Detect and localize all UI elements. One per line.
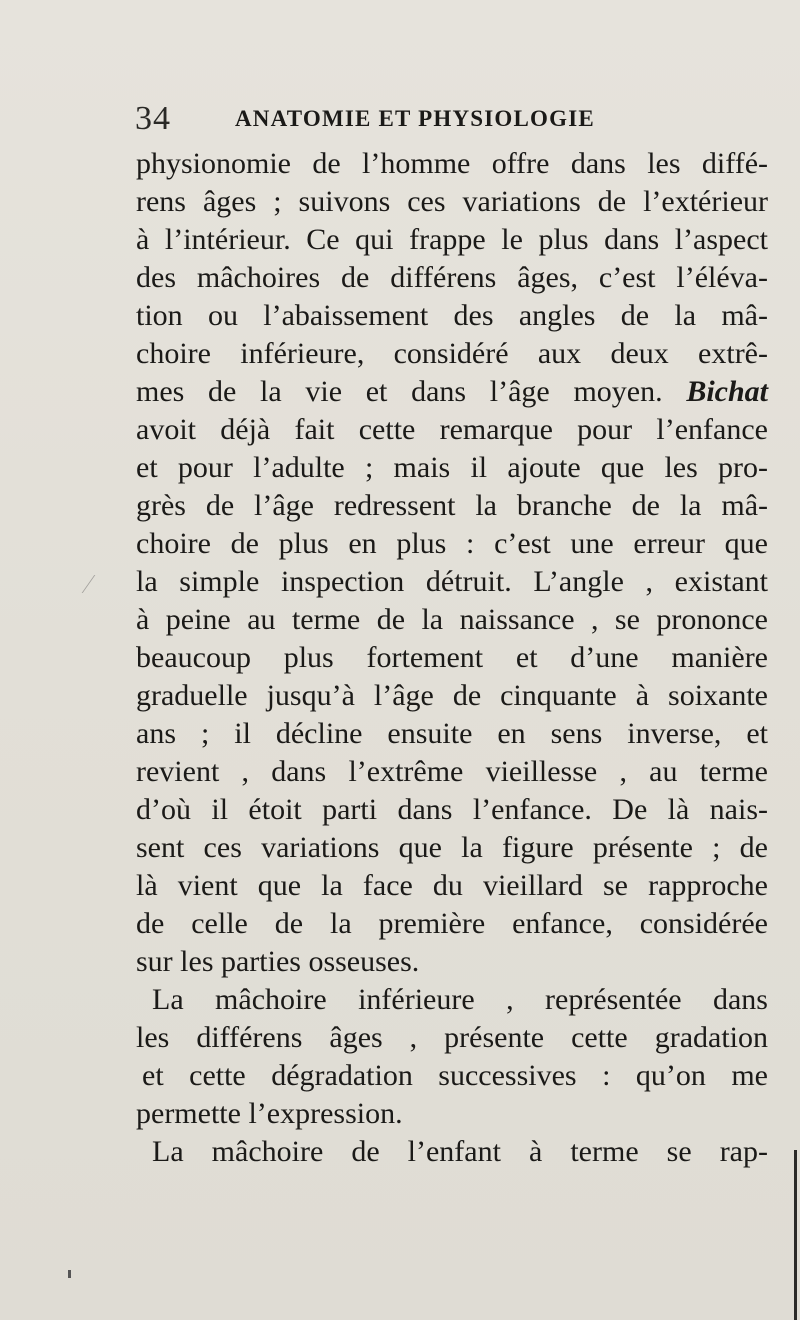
text-line: beaucoup plus fortement et d’une manière — [136, 641, 768, 674]
text-line: La mâchoire inférieure , représentée dans — [152, 983, 768, 1016]
text-line-start: mes de la vie et dans l’âge moyen. — [136, 375, 663, 408]
page-edge-shadow — [794, 1150, 797, 1320]
running-head — [135, 100, 775, 140]
text-line: avoit déjà fait cette remarque pour l’enfance — [136, 413, 768, 446]
margin-pencil-mark — [82, 575, 110, 593]
text-line: choire de plus en plus : c’est une erreur que — [136, 527, 768, 560]
italic-name-bichat: Bichat — [686, 375, 768, 408]
text-line: sent ces variations que la figure présente ; de — [136, 831, 768, 864]
body-text — [136, 145, 768, 1171]
text-line: permette l’expression. — [136, 1097, 403, 1130]
text-line: à l’intérieur. Ce qui frappe le plus dans l’aspect — [136, 223, 768, 256]
text-line-with-name — [136, 373, 768, 411]
text-line: à peine au terme de la naissance , se prononce — [136, 603, 768, 636]
text-line: et cette dégradation successives : qu’on me — [142, 1059, 768, 1092]
page-number: 34 — [135, 100, 171, 137]
text-line: sur les parties osseuses. — [136, 945, 420, 978]
text-line: de celle de la première enfance, considérée — [136, 907, 768, 940]
text-line: et pour l’adulte ; mais il ajoute que les pro- — [136, 451, 768, 484]
text-line: des mâchoires de différens âges, c’est l’éléva- — [136, 261, 768, 294]
margin-dot — [68, 1270, 71, 1278]
running-title: ANATOMIE ET PHYSIOLOGIE — [235, 106, 595, 131]
text-line: grès de l’âge redressent la branche de la mâ- — [136, 489, 768, 522]
text-line: choire inférieure, considéré aux deux extrê- — [136, 337, 768, 370]
text-line: La mâchoire de l’enfant à terme se rap- — [152, 1135, 768, 1168]
text-line: d’où il étoit parti dans l’enfance. De là nais- — [136, 793, 768, 826]
text-line: rens âges ; suivons ces variations de l’extérieur — [136, 185, 768, 218]
text-line: physionomie de l’homme offre dans les diffé- — [136, 147, 768, 180]
text-line: là vient que la face du vieillard se rapproche — [136, 869, 768, 902]
text-line: les différens âges , présente cette gradation — [136, 1021, 768, 1054]
text-line: la simple inspection détruit. L’angle , existant — [136, 565, 768, 598]
text-line: graduelle jusqu’à l’âge de cinquante à soixante — [136, 679, 768, 712]
text-line: ans ; il décline ensuite en sens inverse, et — [136, 717, 768, 750]
text-line: tion ou l’abaissement des angles de la mâ- — [136, 299, 768, 332]
text-line: revient , dans l’extrême vieillesse , au terme — [136, 755, 768, 788]
